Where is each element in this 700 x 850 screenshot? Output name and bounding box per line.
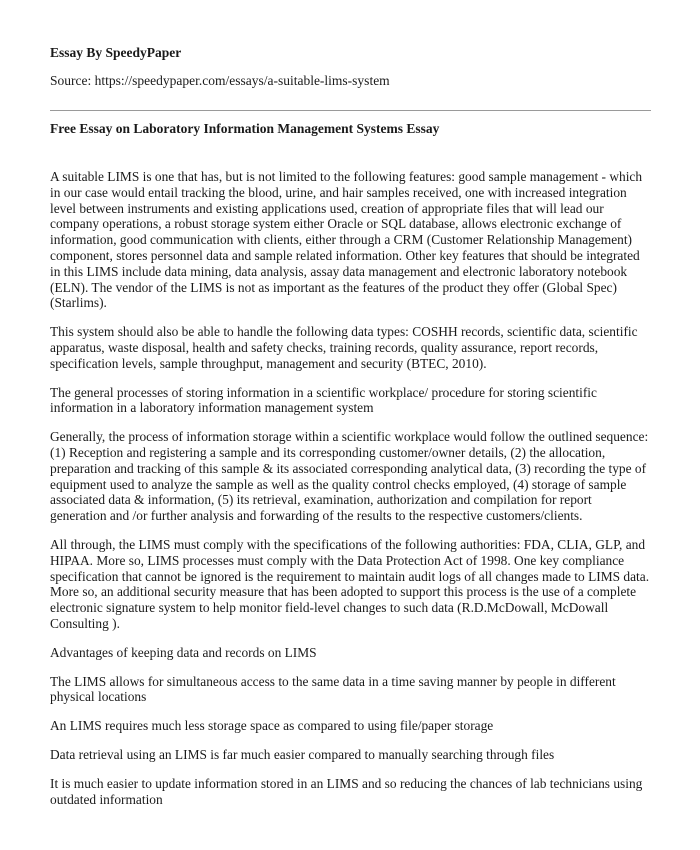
- essay-paragraph: Data retrieval using an LIMS is far much easier compared to manually searching through files: [50, 746, 555, 762]
- essay-paragraph: The LIMS allows for simultaneous access to the same data in a time saving manner by people in different physical locations: [50, 673, 616, 705]
- essay-paragraph: It is much easier to update information stored in an LIMS and so reducing the chances of lab technicians using outdated information: [50, 775, 643, 807]
- essay-title: Free Essay on Laboratory Information Management Systems Essay: [50, 121, 440, 136]
- essay-paragraph: The general processes of storing information in a scientific workplace/ procedure for storing scientific information in a laboratory information management system: [50, 384, 597, 416]
- essay-paragraph: Generally, the process of information storage within a scientific workplace would follow the outlined sequence: (1) Reception and registering a sample and its corresponding customer/owner details, (2) the allocation, preparation and tracking of this sample & its associated corresponding analytical data, (3) recording the type of equipment used to analyze the sample as well as the quality control checks employed, (4) storage of sample associated data & information, (5) its retrieval, examination, authorization and compilation for report generation and /or further analysis and forwarding of the results to the respective customers/clients.: [50, 429, 649, 524]
- essay-paragraph: Advantages of keeping data and records on LIMS: [50, 644, 317, 660]
- header-divider: [50, 110, 651, 111]
- document-header-title: Essay By SpeedyPaper: [50, 45, 182, 60]
- essay-paragraph: An LIMS requires much less storage space as compared to using file/paper storage: [50, 718, 494, 734]
- essay-body: [50, 169, 651, 820]
- essay-paragraph: This system should also be able to handle the following data types: COSHH records, scientific data, scientific apparatus, waste disposal, health and safety checks, training records, quality assurance, report records, specification levels, sample throughput, management and security (BTEC, 2010).: [50, 324, 638, 371]
- document-source-line: Source: https://speedypaper.com/essays/a-suitable-lims-system: [50, 73, 390, 88]
- essay-paragraph: A suitable LIMS is one that has, but is not limited to the following features: good sample management - which in our case would entail tracking the blood, urine, and hair samples received, one with increased integration level between instruments and existing applications used, creation of appropriate files that will lead our company operations, a robust storage system either Oracle or SQL database, allows electronic exchange of information, good communication with clients, either through a CRM (Customer Relationship Management) component, stores personnel data and sample related information. Other key features that should be integrated in this LIMS include data mining, data analysis, assay data management and electronic laboratory notebook (ELN). The vendor of the LIMS is not as important as the features of the product they offer (Global Spec) (Starlims).: [50, 169, 643, 311]
- essay-paragraph: All through, the LIMS must comply with the specifications of the following authorities: FDA, CLIA, GLP, and HIPAA. More so, LIMS processes must comply with the Data Protection Act of 1998. One key compliance specification that cannot be ignored is the requirement to maintain audit logs of all changes made to LIMS data. More so, an additional security measure that has been adopted to support this process is the use of a complete electronic signature system to help monitor field-level changes to such data (R.D.McDowall, McDowall Consulting ).: [50, 536, 650, 631]
